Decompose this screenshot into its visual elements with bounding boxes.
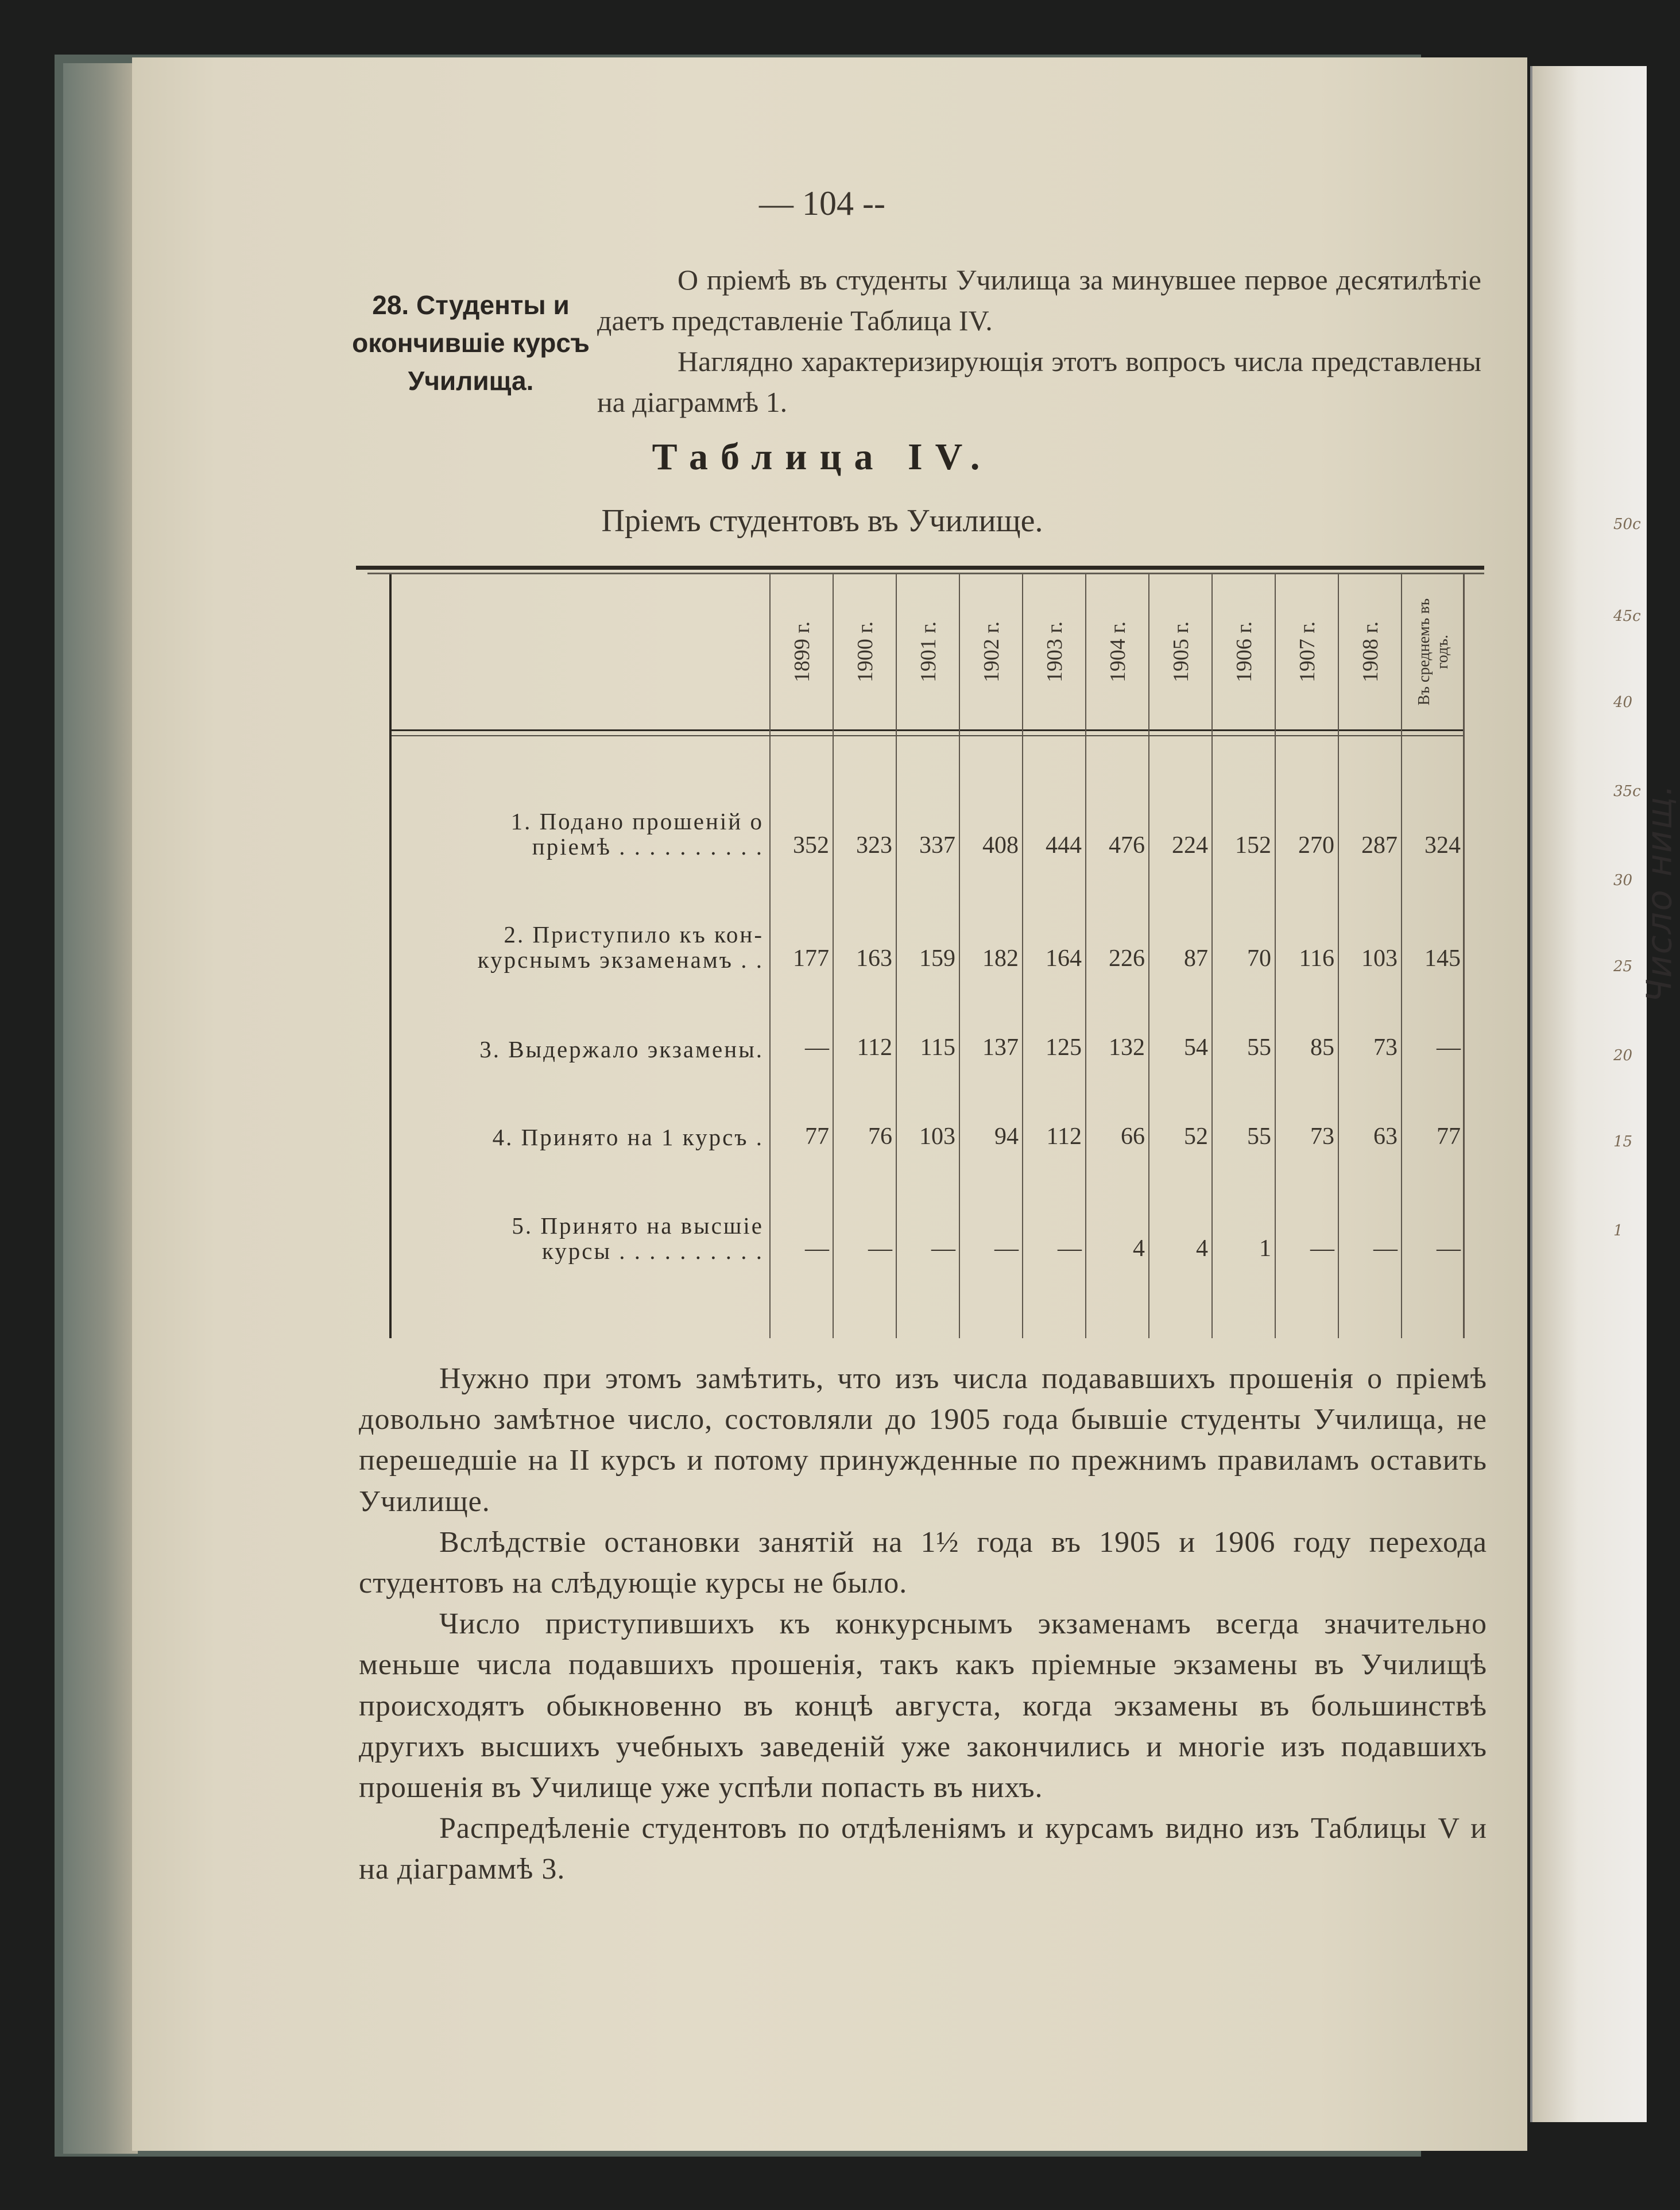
table-cell: 4 <box>1133 1235 1145 1262</box>
side-heading-line: окончившіе курсъ <box>352 328 590 358</box>
row-label <box>390 1213 764 1264</box>
table-cell: 54 <box>1184 1034 1208 1061</box>
row-label-line: 4. Принято на 1 курсъ . <box>492 1124 764 1150</box>
table-cell: 182 <box>982 945 1019 972</box>
handwritten-note: Число нищ. <box>1639 783 1680 1003</box>
table-cell: 159 <box>919 945 955 972</box>
column-header <box>834 580 896 724</box>
table-cell: 132 <box>1109 1034 1145 1061</box>
column-header <box>1213 580 1275 724</box>
table-cell: 63 <box>1373 1123 1398 1150</box>
column-header-text: 1902 г. <box>980 621 1004 683</box>
row-label-line: курсы . . . . . . . . . . <box>541 1238 764 1264</box>
next-page-axis-label: 20 <box>1613 1047 1633 1064</box>
table-cell: 125 <box>1046 1034 1082 1061</box>
intro-paragraph: О пріемѣ въ студенты Училища за минувшее первое десятилѣтіе даетъ представленіе Таблица IV. <box>597 264 1481 337</box>
column-header-text: Въ среднемъ въ годъ. <box>1415 598 1451 706</box>
body-paragraph: Распредѣленіе студентовъ по отдѣленіямъ и курсамъ видно изъ Таблицы V и на діаграммѣ 3. <box>359 1812 1487 1886</box>
table-cell: 224 <box>1172 832 1208 859</box>
table-cell: 408 <box>982 832 1019 859</box>
row-label-line: курснымъ экзаменамъ . . <box>477 946 764 973</box>
table-cell: 77 <box>805 1123 829 1150</box>
column-header <box>1150 580 1212 724</box>
column-header <box>771 580 833 724</box>
table-cell: 85 <box>1310 1034 1334 1061</box>
table-cell: — <box>931 1235 955 1262</box>
column-header <box>897 580 959 724</box>
next-page-axis-label: 15 <box>1613 1133 1633 1150</box>
row-label-line: 2. Приступило къ кон- <box>504 921 764 948</box>
table-cell: 66 <box>1121 1123 1145 1150</box>
table-cell: — <box>994 1235 1019 1262</box>
row-label <box>390 922 764 972</box>
header-divider <box>390 729 1464 731</box>
table-cell: 337 <box>919 832 955 859</box>
book-spine-edge <box>63 63 138 2154</box>
column-header-text: 1908 г. <box>1358 621 1383 683</box>
column-header-text: 1906 г. <box>1232 621 1256 683</box>
column-header-text: 1905 г. <box>1169 621 1193 683</box>
table-cell: 137 <box>982 1034 1019 1061</box>
table-title: Таблица IV. <box>652 436 993 478</box>
table-cell: 73 <box>1373 1034 1398 1061</box>
table-cell: 324 <box>1424 832 1461 859</box>
table-subtitle: Пріемъ студентовъ въ Училище. <box>601 503 1043 539</box>
table-cell: 103 <box>919 1123 955 1150</box>
body-paragraph: Число приступившихъ къ конкурснымъ экзаменамъ всегда значительно меньше числа подавшихъ прошенія, такъ какъ пріемные экзамены въ Училищѣ происходятъ обыкновенно въ концѣ августа, когда экзамены въ большинствѣ другихъ высшихъ учебныхъ заведеній уже закончились и многіе изъ подавшихъ прошенія въ Училище уже успѣли попасть въ нихъ. <box>359 1608 1487 1805</box>
table-cell: 145 <box>1424 945 1461 972</box>
column-header <box>1340 580 1402 724</box>
table-cell: 226 <box>1109 945 1145 972</box>
body-paragraph: Нужно при этомъ замѣтить, что изъ числа подававшихъ прошенія о пріемѣ довольно замѣтное число, состовляли до 1905 года бывшіе студенты Училища, не перешедшіе на II курсъ и потому принужденные по прежнимъ правиламъ оставить Училище. <box>359 1362 1487 1518</box>
table-cell: — <box>1058 1235 1082 1262</box>
table-cell: 164 <box>1046 945 1082 972</box>
table-cell: 4 <box>1196 1235 1208 1262</box>
table-cell: 476 <box>1109 832 1145 859</box>
row-label-line: 3. Выдержало экзамены. <box>479 1036 764 1062</box>
body-paragraph: Вслѣдствіе остановки занятій на 1½ года въ 1905 и 1906 году перехода студентовъ на слѣдующіе курсы не было. <box>359 1525 1487 1600</box>
table-cell: 103 <box>1361 945 1398 972</box>
table-cell: — <box>868 1235 892 1262</box>
column-header-text: 1904 г. <box>1106 621 1130 683</box>
table-cell: 55 <box>1247 1034 1271 1061</box>
table-cell: 77 <box>1437 1123 1461 1150</box>
table-cell: 270 <box>1298 832 1334 859</box>
next-page-axis-label: 45с <box>1613 608 1641 625</box>
table-cell: 152 <box>1235 832 1271 859</box>
section-side-heading <box>339 286 603 400</box>
column-header <box>1087 580 1149 724</box>
next-page-edge <box>1530 66 1647 2122</box>
table-cell: 94 <box>994 1123 1019 1150</box>
page-number: — 104 -- <box>759 184 885 222</box>
table-cell: 87 <box>1184 945 1208 972</box>
column-header-text: 1899 г. <box>790 621 814 683</box>
table-cell: — <box>1373 1235 1398 1262</box>
table-cell: — <box>1437 1034 1461 1061</box>
next-page-axis-label: 35с <box>1613 783 1641 800</box>
table-cell: 112 <box>1046 1123 1082 1150</box>
table-cell: 55 <box>1247 1123 1271 1150</box>
next-page-axis-label: 1 <box>1613 1222 1623 1239</box>
body-text <box>359 1358 1487 1890</box>
column-header <box>961 580 1023 724</box>
table-cell: 112 <box>857 1034 892 1061</box>
row-label-line: 5. Принято на высшіе <box>512 1212 764 1239</box>
table-top-rule-thin <box>367 573 1484 574</box>
row-label-line: 1. Подано прошеній о <box>510 808 764 834</box>
header-divider-thin <box>390 735 1464 736</box>
column-header <box>1024 580 1086 724</box>
next-page-axis-label: 25 <box>1613 958 1633 975</box>
column-header-text: 1907 г. <box>1295 621 1319 683</box>
table-cell: — <box>1310 1235 1334 1262</box>
table-cell: 287 <box>1361 832 1398 859</box>
next-page-axis-label: 50с <box>1613 516 1641 533</box>
side-heading-line: Училища. <box>408 366 534 396</box>
intro-paragraph: Наглядно характеризирующія этотъ вопросъ числа представлены на діаграммѣ 1. <box>597 345 1481 418</box>
table-cell: 116 <box>1299 945 1334 972</box>
column-header-text: 1900 г. <box>853 621 877 683</box>
table-cell: 52 <box>1184 1123 1208 1150</box>
table-cell: — <box>805 1235 829 1262</box>
row-label <box>390 1037 764 1062</box>
column-header-text: 1903 г. <box>1043 621 1067 683</box>
column-header-text: 1901 г. <box>916 621 940 683</box>
column-header <box>1403 580 1465 724</box>
table-cell: 177 <box>793 945 829 972</box>
row-label <box>390 1125 764 1150</box>
next-page-axis-label: 40 <box>1613 694 1633 711</box>
table-cell: 323 <box>856 832 892 859</box>
table-cell: — <box>1437 1235 1461 1262</box>
table-cell: 1 <box>1259 1235 1271 1262</box>
row-label <box>390 809 764 859</box>
table-cell: 115 <box>920 1034 955 1061</box>
row-label-line: пріемѣ . . . . . . . . . . <box>532 833 764 860</box>
table-top-rule <box>356 566 1484 570</box>
table-cell: 73 <box>1310 1123 1334 1150</box>
table-cell: 352 <box>793 832 829 859</box>
side-heading-line: 28. Студенты и <box>372 290 570 320</box>
table-cell: 76 <box>868 1123 892 1150</box>
table-cell: — <box>805 1034 829 1061</box>
table-cell: 70 <box>1247 945 1271 972</box>
table-cell: 444 <box>1046 832 1082 859</box>
table-cell: 163 <box>856 945 892 972</box>
column-header <box>1276 580 1338 724</box>
next-page-axis-label: 30 <box>1613 872 1633 889</box>
